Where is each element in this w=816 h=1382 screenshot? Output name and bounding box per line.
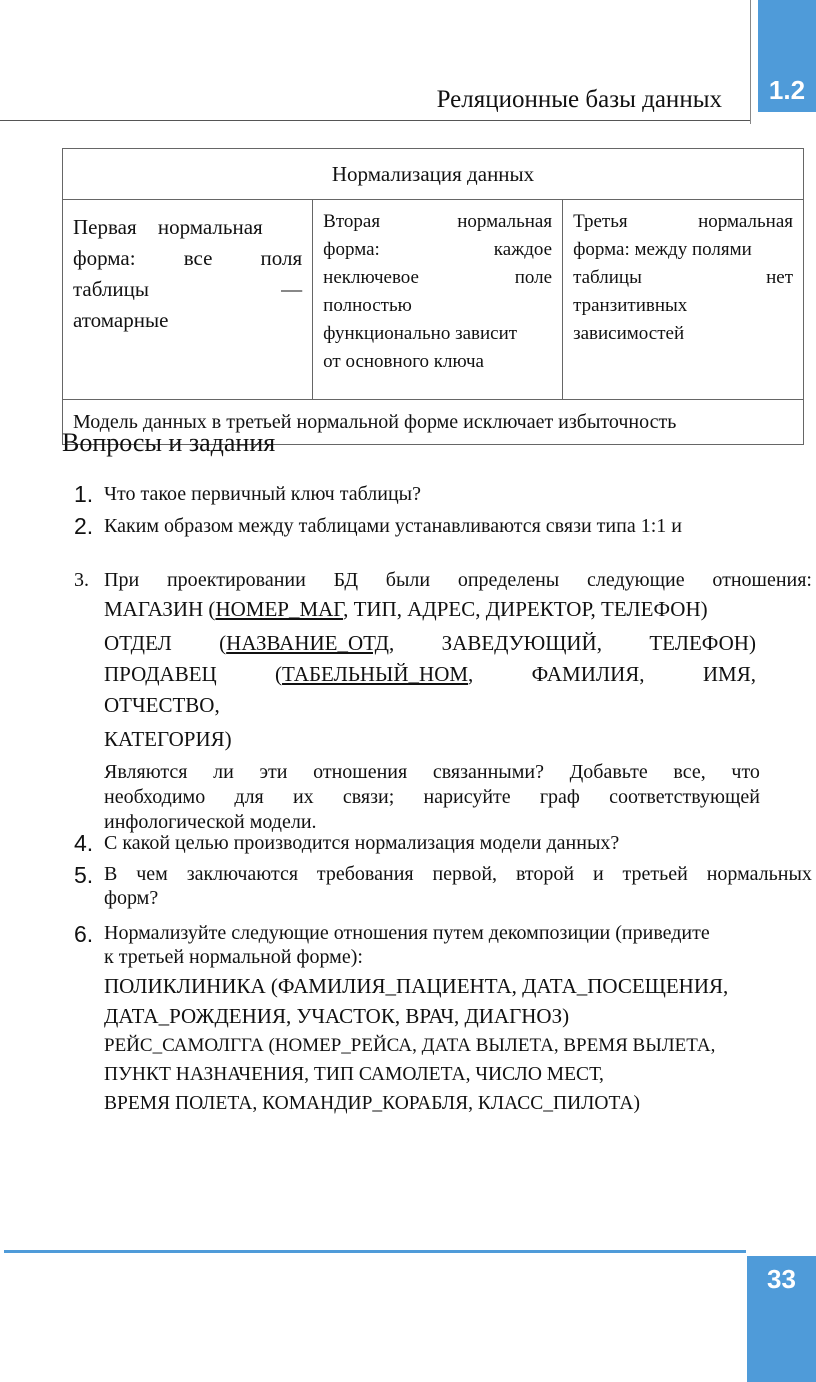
relation-line: ПУНКТ НАЗНАЧЕНИЯ, ТИП САМОЛЕТА, ЧИСЛО МЕСТ, — [104, 1064, 604, 1085]
cell-line: Вторая нормальная — [323, 211, 553, 232]
question-number: 4. — [74, 830, 94, 856]
cell-line: зависимостей — [573, 323, 685, 344]
cell-line: полностью — [323, 295, 412, 316]
text-line: к третьей нормальной форме): — [104, 946, 363, 968]
second-normal-form-cell — [313, 200, 563, 400]
relation-line: ВРЕМЯ ПОЛЕТА, КОМАНДИР_КОРАБЛЯ, КЛАСС_ПИЛОТА) — [104, 1093, 640, 1114]
primary-key: ТАБЕЛЬНЫЙ_НОМ — [282, 662, 469, 686]
word: БД — [333, 569, 358, 591]
question-body — [104, 921, 814, 1119]
question-text — [104, 567, 812, 594]
relation-seller-cont: ОТЧЕСТВО, — [104, 693, 220, 717]
text-part: (ТАБЕЛЬНЫЙ_НОМ, — [275, 662, 474, 686]
footer-rule — [4, 1250, 746, 1253]
cell-line: от основного ключа — [323, 351, 484, 372]
table-footer-note: Модель данных в третьей нормальной форме исключает избыточность — [63, 400, 804, 445]
word: следующие — [587, 569, 685, 591]
text-part: , ТИП, АДРЕС, ДИРЕКТОР, ТЕЛЕФОН) — [343, 597, 708, 621]
running-header-title: Реляционные базы данных — [436, 86, 722, 113]
table-heading: Нормализация данных — [63, 149, 804, 200]
word: определены — [457, 569, 560, 591]
text-part: ОТДЕЛ — [104, 631, 172, 655]
relation-shop — [104, 594, 812, 624]
question-3 — [74, 567, 812, 833]
question-number: 6. — [74, 921, 94, 947]
text-part: ТЕЛЕФОН) — [649, 631, 756, 655]
third-normal-form-cell — [563, 200, 804, 400]
task-line: инфологической модели. — [104, 811, 317, 833]
question-6 — [74, 921, 814, 1121]
question-body — [104, 567, 812, 835]
normalization-table — [62, 148, 804, 445]
cell-line: таблицы нет — [573, 267, 793, 288]
question-number: 3. — [74, 569, 89, 591]
text-line: Нормализуйте следующие отношения путем декомпозиции (приведите — [104, 922, 710, 944]
header-divider — [750, 0, 751, 124]
text-part: МАГАЗИН ( — [104, 597, 216, 621]
task-line: Являются ли эти отношения связанными? Добавьте все, что — [104, 761, 760, 783]
question-5 — [74, 862, 814, 918]
question-1 — [74, 481, 794, 511]
relation-dept — [104, 628, 756, 658]
word: были — [385, 569, 431, 591]
cell-line: Третья нормальная — [573, 211, 793, 232]
text-line: форм? — [104, 887, 159, 909]
text-part: ЗАВЕДУЮЩИЙ, — [441, 631, 602, 655]
header-rule — [0, 120, 750, 121]
text-part: ФАМИЛИЯ, — [531, 662, 645, 686]
cell-line: неключевое поле — [323, 267, 553, 288]
cell-line: форма: все поля — [73, 246, 303, 270]
cell-line: Первая нормальная — [73, 215, 263, 239]
primary-key: НАЗВАНИЕ_ОТД — [226, 631, 390, 655]
task-line: необходимо для их связи; нарисуйте граф соответствующей — [104, 786, 760, 808]
question-text — [104, 862, 812, 910]
page-number: 33 — [747, 1256, 816, 1382]
question-text: Каким образом между таблицами устанавливаются связи типа 1:1 и — [104, 515, 682, 537]
text-part: (НАЗВАНИЕ_ОТД, — [219, 631, 395, 655]
question-number: 2. — [74, 513, 94, 539]
question-text: Что такое первичный ключ таблицы? — [104, 483, 421, 505]
first-normal-form-cell — [63, 200, 313, 400]
primary-key: НОМЕР_МАГ — [215, 597, 344, 621]
word: отношения: — [712, 569, 812, 591]
question-number: 1. — [74, 481, 94, 507]
relation-seller-cont: КАТЕГОРИЯ) — [104, 727, 232, 751]
question-4 — [74, 830, 794, 860]
text-part: ПРОДАВЕЦ — [104, 662, 217, 686]
word: При — [104, 569, 140, 591]
question-text: С какой целью производится нормализация модели данных? — [104, 832, 620, 854]
relation-line: ДАТА_РОЖДЕНИЯ, УЧАСТОК, ВРАЧ, ДИАГНОЗ) — [104, 1004, 570, 1028]
text-part: ИМЯ, — [702, 662, 756, 686]
relation-seller — [104, 658, 756, 690]
question-2 — [74, 513, 794, 543]
cell-line: таблицы — — [73, 277, 303, 301]
text-line: В чем заключаются требования первой, второй и третьей нормальных — [104, 863, 812, 885]
cell-line: атомарные — [73, 308, 169, 332]
cell-line: форма: между полями — [573, 239, 752, 260]
questions-title: Вопросы и задания — [62, 428, 276, 457]
relation-line: ПОЛИКЛИНИКА (ФАМИЛИЯ_ПАЦИЕНТА, ДАТА_ПОСЕЩЕНИЯ, — [104, 974, 729, 998]
question-number: 5. — [74, 862, 94, 888]
cell-line: функционально зависит — [323, 323, 518, 344]
question-task — [104, 760, 760, 835]
word: проектировании — [166, 569, 306, 591]
section-badge: 1.2 — [758, 0, 816, 112]
relation-line: РЕЙС_САМОЛГГА (НОМЕР_РЕЙСА, ДАТА ВЫЛЕТА, ВРЕМЯ ВЫЛЕТА, — [104, 1035, 716, 1056]
cell-line: форма: каждое — [323, 239, 553, 260]
cell-line: транзитивных — [573, 295, 688, 316]
